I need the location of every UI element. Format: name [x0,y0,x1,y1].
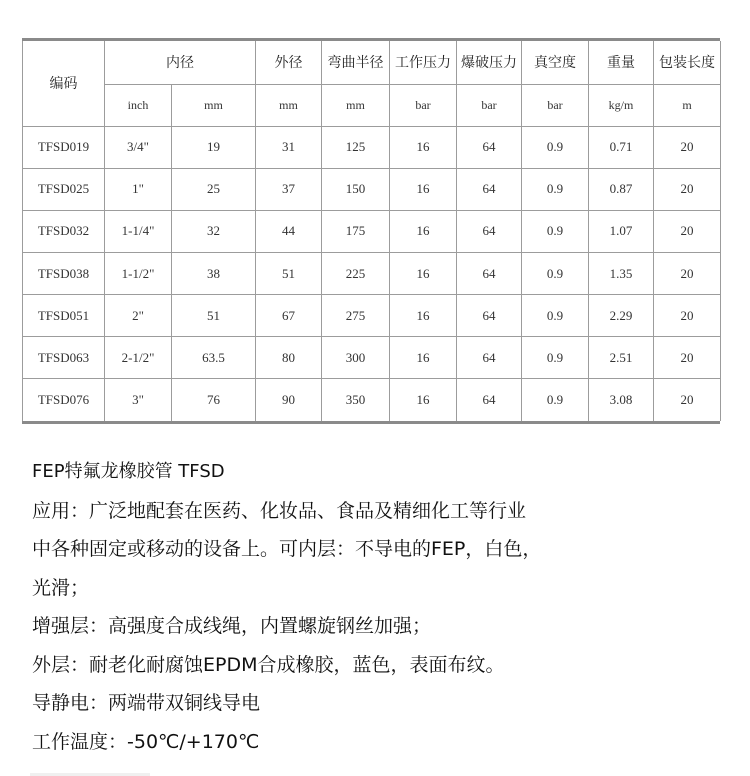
table-cell: 1" [105,168,172,210]
table-cell: 2.51 [589,337,654,379]
table-cell: 38 [172,253,256,295]
table-cell: 90 [256,379,322,421]
table-cell: 37 [256,168,322,210]
product-description [32,456,732,764]
table-cell: 20 [654,168,721,210]
table-cell: 64 [457,337,522,379]
spec-table-container [22,38,720,424]
table-cell: 19 [172,126,256,168]
table-cell: 1-1/4" [105,210,172,252]
table-cell: 64 [457,379,522,421]
header-weight: 重量 [589,41,654,84]
description-line: 光滑； [32,576,90,599]
table-cell: 0.9 [522,379,589,421]
table-cell: 16 [390,126,457,168]
table-cell: 16 [390,210,457,252]
table-cell: 16 [390,295,457,337]
table-cell: 1.35 [589,253,654,295]
header-outer-diameter: 外径 [256,41,322,84]
table-cell: 0.9 [522,295,589,337]
table-cell: 16 [390,379,457,421]
table-cell: 20 [654,126,721,168]
table-cell: 3" [105,379,172,421]
table-cell: 175 [322,210,390,252]
table-cell: 20 [654,379,721,421]
table-cell: 20 [654,295,721,337]
table-cell: 275 [322,295,390,337]
header-bend-radius: 弯曲半径 [322,41,390,84]
table-cell: 64 [457,253,522,295]
table-cell: 16 [390,253,457,295]
unit-inch: inch [105,84,172,126]
header-working-pressure: 工作压力 [390,41,457,84]
unit-burst-bar: bar [457,84,522,126]
unit-inner-mm: mm [172,84,256,126]
table-cell: 125 [322,126,390,168]
table-cell: 3.08 [589,379,654,421]
table-cell: 225 [322,253,390,295]
unit-working-bar: bar [390,84,457,126]
table-row [23,253,721,295]
table-cell: 16 [390,168,457,210]
unit-weight: kg/m [589,84,654,126]
table-cell: 0.71 [589,126,654,168]
description-line: 导静电：两端带双铜线导电 [32,692,261,714]
table-cell: 0.9 [522,337,589,379]
table-cell: 20 [654,210,721,252]
table-cell: 0.9 [522,168,589,210]
table-cell: 64 [457,295,522,337]
table-cell: 0.9 [522,253,589,295]
table-cell: TFSD076 [23,379,105,421]
table-row [23,126,721,168]
unit-bend-mm: mm [322,84,390,126]
table-cell: 64 [457,168,522,210]
table-row [23,379,721,421]
header-inner-diameter: 内径 [105,41,256,84]
table-cell: 150 [322,168,390,210]
unit-row [23,84,721,126]
unit-length: m [654,84,721,126]
table-cell: 80 [256,337,322,379]
table-cell: 25 [172,168,256,210]
table-cell: 0.9 [522,126,589,168]
table-cell: TFSD038 [23,253,105,295]
table-row [23,210,721,252]
description-line: 增强层：高强度合成线绳，内置螺旋钢丝加强； [32,615,432,637]
table-cell: 51 [172,295,256,337]
table-cell: 2-1/2" [105,337,172,379]
table-cell: 2.29 [589,295,654,337]
table-cell: 63.5 [172,337,256,379]
header-vacuum: 真空度 [522,41,589,84]
table-row [23,168,721,210]
table-cell: 44 [256,210,322,252]
table-cell: 0.9 [522,210,589,252]
table-row [23,295,721,337]
table-cell: TFSD051 [23,295,105,337]
table-cell: 32 [172,210,256,252]
unit-outer-mm: mm [256,84,322,126]
table-cell: 20 [654,253,721,295]
table-cell: 64 [457,126,522,168]
table-cell: 2" [105,295,172,337]
header-row [23,41,721,84]
product-title: FEP特氟龙橡胶管 TFSD [32,461,225,482]
table-row [23,337,721,379]
table-cell: 1.07 [589,210,654,252]
description-line: 外层：耐老化耐腐蚀EPDM合成橡胶，蓝色，表面布纹。 [32,653,505,676]
header-code: 编码 [23,41,105,126]
table-cell: 51 [256,253,322,295]
table-cell: 76 [172,379,256,421]
table-cell: 67 [256,295,322,337]
description-line: 工作温度：-50℃/+170℃ [32,730,260,753]
unit-vacuum-bar: bar [522,84,589,126]
table-cell: TFSD019 [23,126,105,168]
table-cell: 20 [654,337,721,379]
table-cell: 1-1/2" [105,253,172,295]
table-cell: 31 [256,126,322,168]
spec-table [22,41,721,421]
table-cell: 3/4" [105,126,172,168]
description-line: 应用：广泛地配套在医药、化妆品、食品及精细化工等行业 [32,499,527,522]
table-cell: 64 [457,210,522,252]
table-cell: 300 [322,337,390,379]
description-line: 中各种固定或移动的设备上。可内层：不导电的FEP，白色， [32,538,542,560]
table-cell: TFSD063 [23,337,105,379]
header-length: 包装长度 [654,41,721,84]
table-cell: 350 [322,379,390,421]
table-cell: TFSD032 [23,210,105,252]
table-cell: 0.87 [589,168,654,210]
table-cell: 16 [390,337,457,379]
header-burst-pressure: 爆破压力 [457,41,522,84]
table-cell: TFSD025 [23,168,105,210]
